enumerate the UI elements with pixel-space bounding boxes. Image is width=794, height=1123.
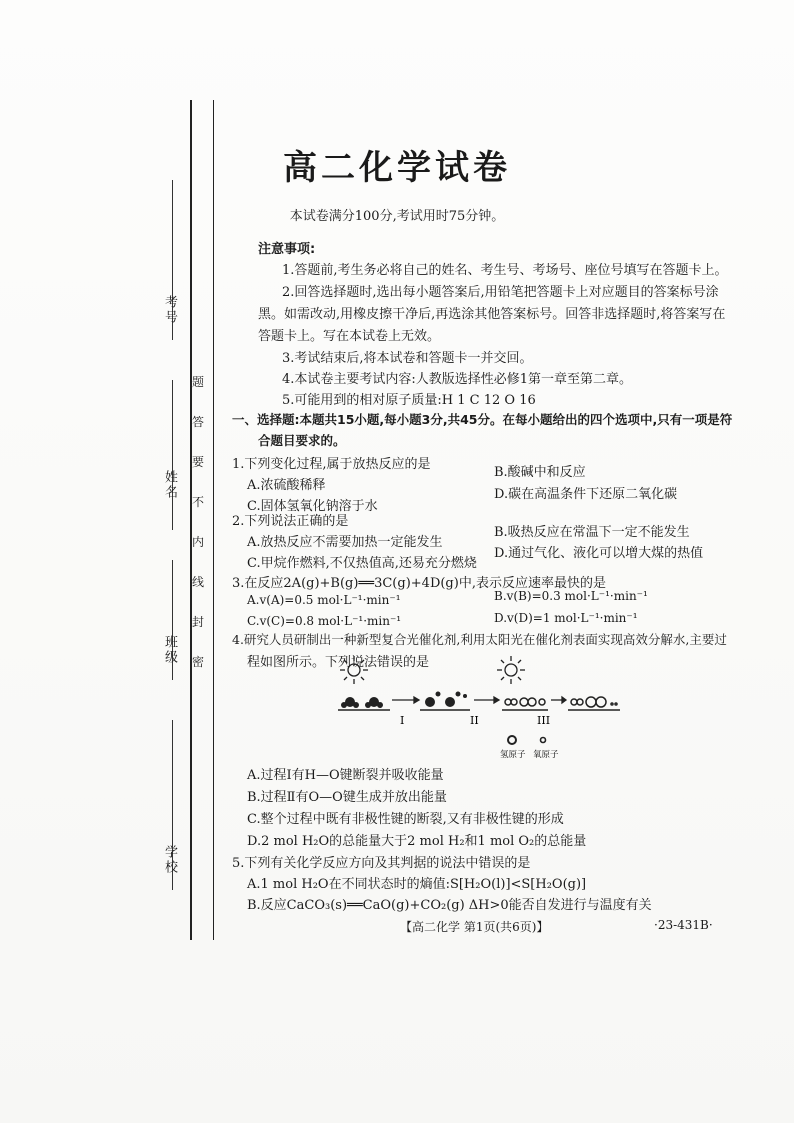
sun-icon [340, 656, 368, 684]
option-d: D.碳在高温条件下还原二氧化碳 [494, 487, 678, 502]
legend-hydrogen: 氢原子 [500, 750, 526, 760]
page-footer: 【高二化学 第1页(共6页)】 [400, 920, 549, 934]
question-stem: 4.研究人员研制出一种新型复合光催化剂,利用太阳光在催化剂表面实现高效分解水,主要过 [232, 632, 727, 647]
option-c: C.整个过程中既有非极性键的断裂,又有非极性键的形成 [247, 812, 564, 827]
option-c: C.甲烷作燃料,不仅热值高,还易充分燃烧 [247, 556, 477, 571]
question-stem: 2.下列说法正确的是 [232, 514, 349, 529]
sun-icon [497, 656, 525, 684]
seal-char: 答 [192, 415, 205, 429]
school-label: 学校 [162, 845, 177, 875]
water-splitting-diagram [330, 652, 630, 772]
binding-line-inner [213, 100, 214, 940]
water-molecules [341, 697, 383, 708]
question-stem: 5.下列有关化学反应方向及其判据的说法中错误的是 [232, 856, 531, 871]
step-label-3: III [537, 714, 551, 727]
seal-char: 题 [192, 375, 205, 389]
legend-oxygen: 氧原子 [533, 750, 559, 760]
note-line: 5.可能用到的相对原子质量:H 1 C 12 O 16 [282, 393, 536, 408]
option-a: A.过程Ⅰ有H—O键断裂并吸收能量 [247, 768, 444, 783]
binding-line-outer [190, 100, 192, 940]
note-line: 4.本试卷主要考试内容:人教版选择性必修1第一章至第二章。 [282, 372, 633, 387]
option-a: A.1 mol H₂O在不同状态时的熵值:S[H₂O(l)]<S[H₂O(g)] [247, 877, 587, 892]
seal-char: 不 [192, 495, 205, 509]
name-label: 姓名 [162, 470, 177, 500]
section-heading-cont: 合题目要求的。 [258, 433, 346, 448]
option-b: B.反应CaCO₃(s)══CaO(g)+CO₂(g) ΔH>0能否自发进行与温度有关 [247, 898, 652, 913]
option-d: D.2 mol H₂O的总能量大于2 mol H₂和1 mol O₂的总能量 [247, 834, 587, 849]
step-label-1: I [400, 714, 405, 727]
seal-char: 内 [192, 535, 205, 549]
step-label-2: II [470, 714, 479, 727]
note-line: 答题卡上。写在本试卷上无效。 [258, 329, 441, 344]
option-b: B.酸碱中和反应 [494, 465, 586, 480]
molecule-pairs [505, 697, 617, 707]
option-c: C.v(C)=0.8 mol·L⁻¹·min⁻¹ [247, 614, 402, 628]
seal-char: 封 [192, 615, 205, 629]
question-stem: 1.下列变化过程,属于放热反应的是 [232, 457, 431, 472]
seal-char: 要 [192, 455, 205, 469]
hydrogen-atom-icon [508, 736, 516, 744]
option-a: A.浓硫酸稀释 [247, 478, 326, 493]
option-d: D.通过气化、液化可以增大煤的热值 [494, 546, 704, 561]
exam-title: 高二化学试卷 [283, 148, 511, 188]
oxygen-atom-icon [541, 738, 546, 743]
question-stem: 3.在反应2A(g)+B(g)══3C(g)+4D(g)中,表示反应速率最快的是 [232, 576, 606, 591]
notes-heading: 注意事项: [258, 242, 316, 257]
note-line: 1.答题前,考生务必将自己的姓名、考生号、考场号、座位号填写在答题卡上。 [282, 263, 728, 278]
option-b: B.吸热反应在常温下一定不能发生 [494, 525, 690, 540]
note-line: 3.考试结束后,将本试卷和答题卡一并交回。 [282, 351, 533, 366]
seal-char: 密 [192, 655, 205, 669]
section-heading: 一、选择题:本题共15小题,每小题3分,共45分。在每小题给出的四个选项中,只有一项是符 [232, 412, 733, 427]
option-a: A.放热反应不需要加热一定能发生 [247, 535, 443, 550]
adsorbed-atoms [425, 692, 467, 708]
question-stem-cont: 程如图所示。下列说法错误的是 [247, 655, 430, 670]
option-b: B.过程Ⅱ有O—O键生成并放出能量 [247, 790, 447, 805]
exam-code: ·23-431B· [654, 918, 713, 932]
note-line: 黑。如需改动,用橡皮擦干净后,再选涂其他答案标号。回答非选择题时,将答案写在 [258, 307, 726, 322]
option-b: B.v(B)=0.3 mol·L⁻¹·min⁻¹ [494, 589, 648, 603]
class-label: 班级 [162, 635, 177, 665]
option-a: A.v(A)=0.5 mol·L⁻¹·min⁻¹ [247, 593, 401, 607]
name-line [172, 380, 173, 530]
exam-subtitle: 本试卷满分100分,考试用时75分钟。 [289, 209, 505, 224]
note-line: 2.回答选择题时,选出每小题答案后,用铅笔把答题卡上对应题目的答案标号涂 [282, 285, 719, 300]
seal-char: 线 [192, 575, 205, 589]
option-c: C.固体氢氧化钠溶于水 [247, 499, 378, 514]
exam-no-label: 考号 [162, 295, 177, 325]
option-d: D.v(D)=1 mol·L⁻¹·min⁻¹ [494, 611, 638, 625]
